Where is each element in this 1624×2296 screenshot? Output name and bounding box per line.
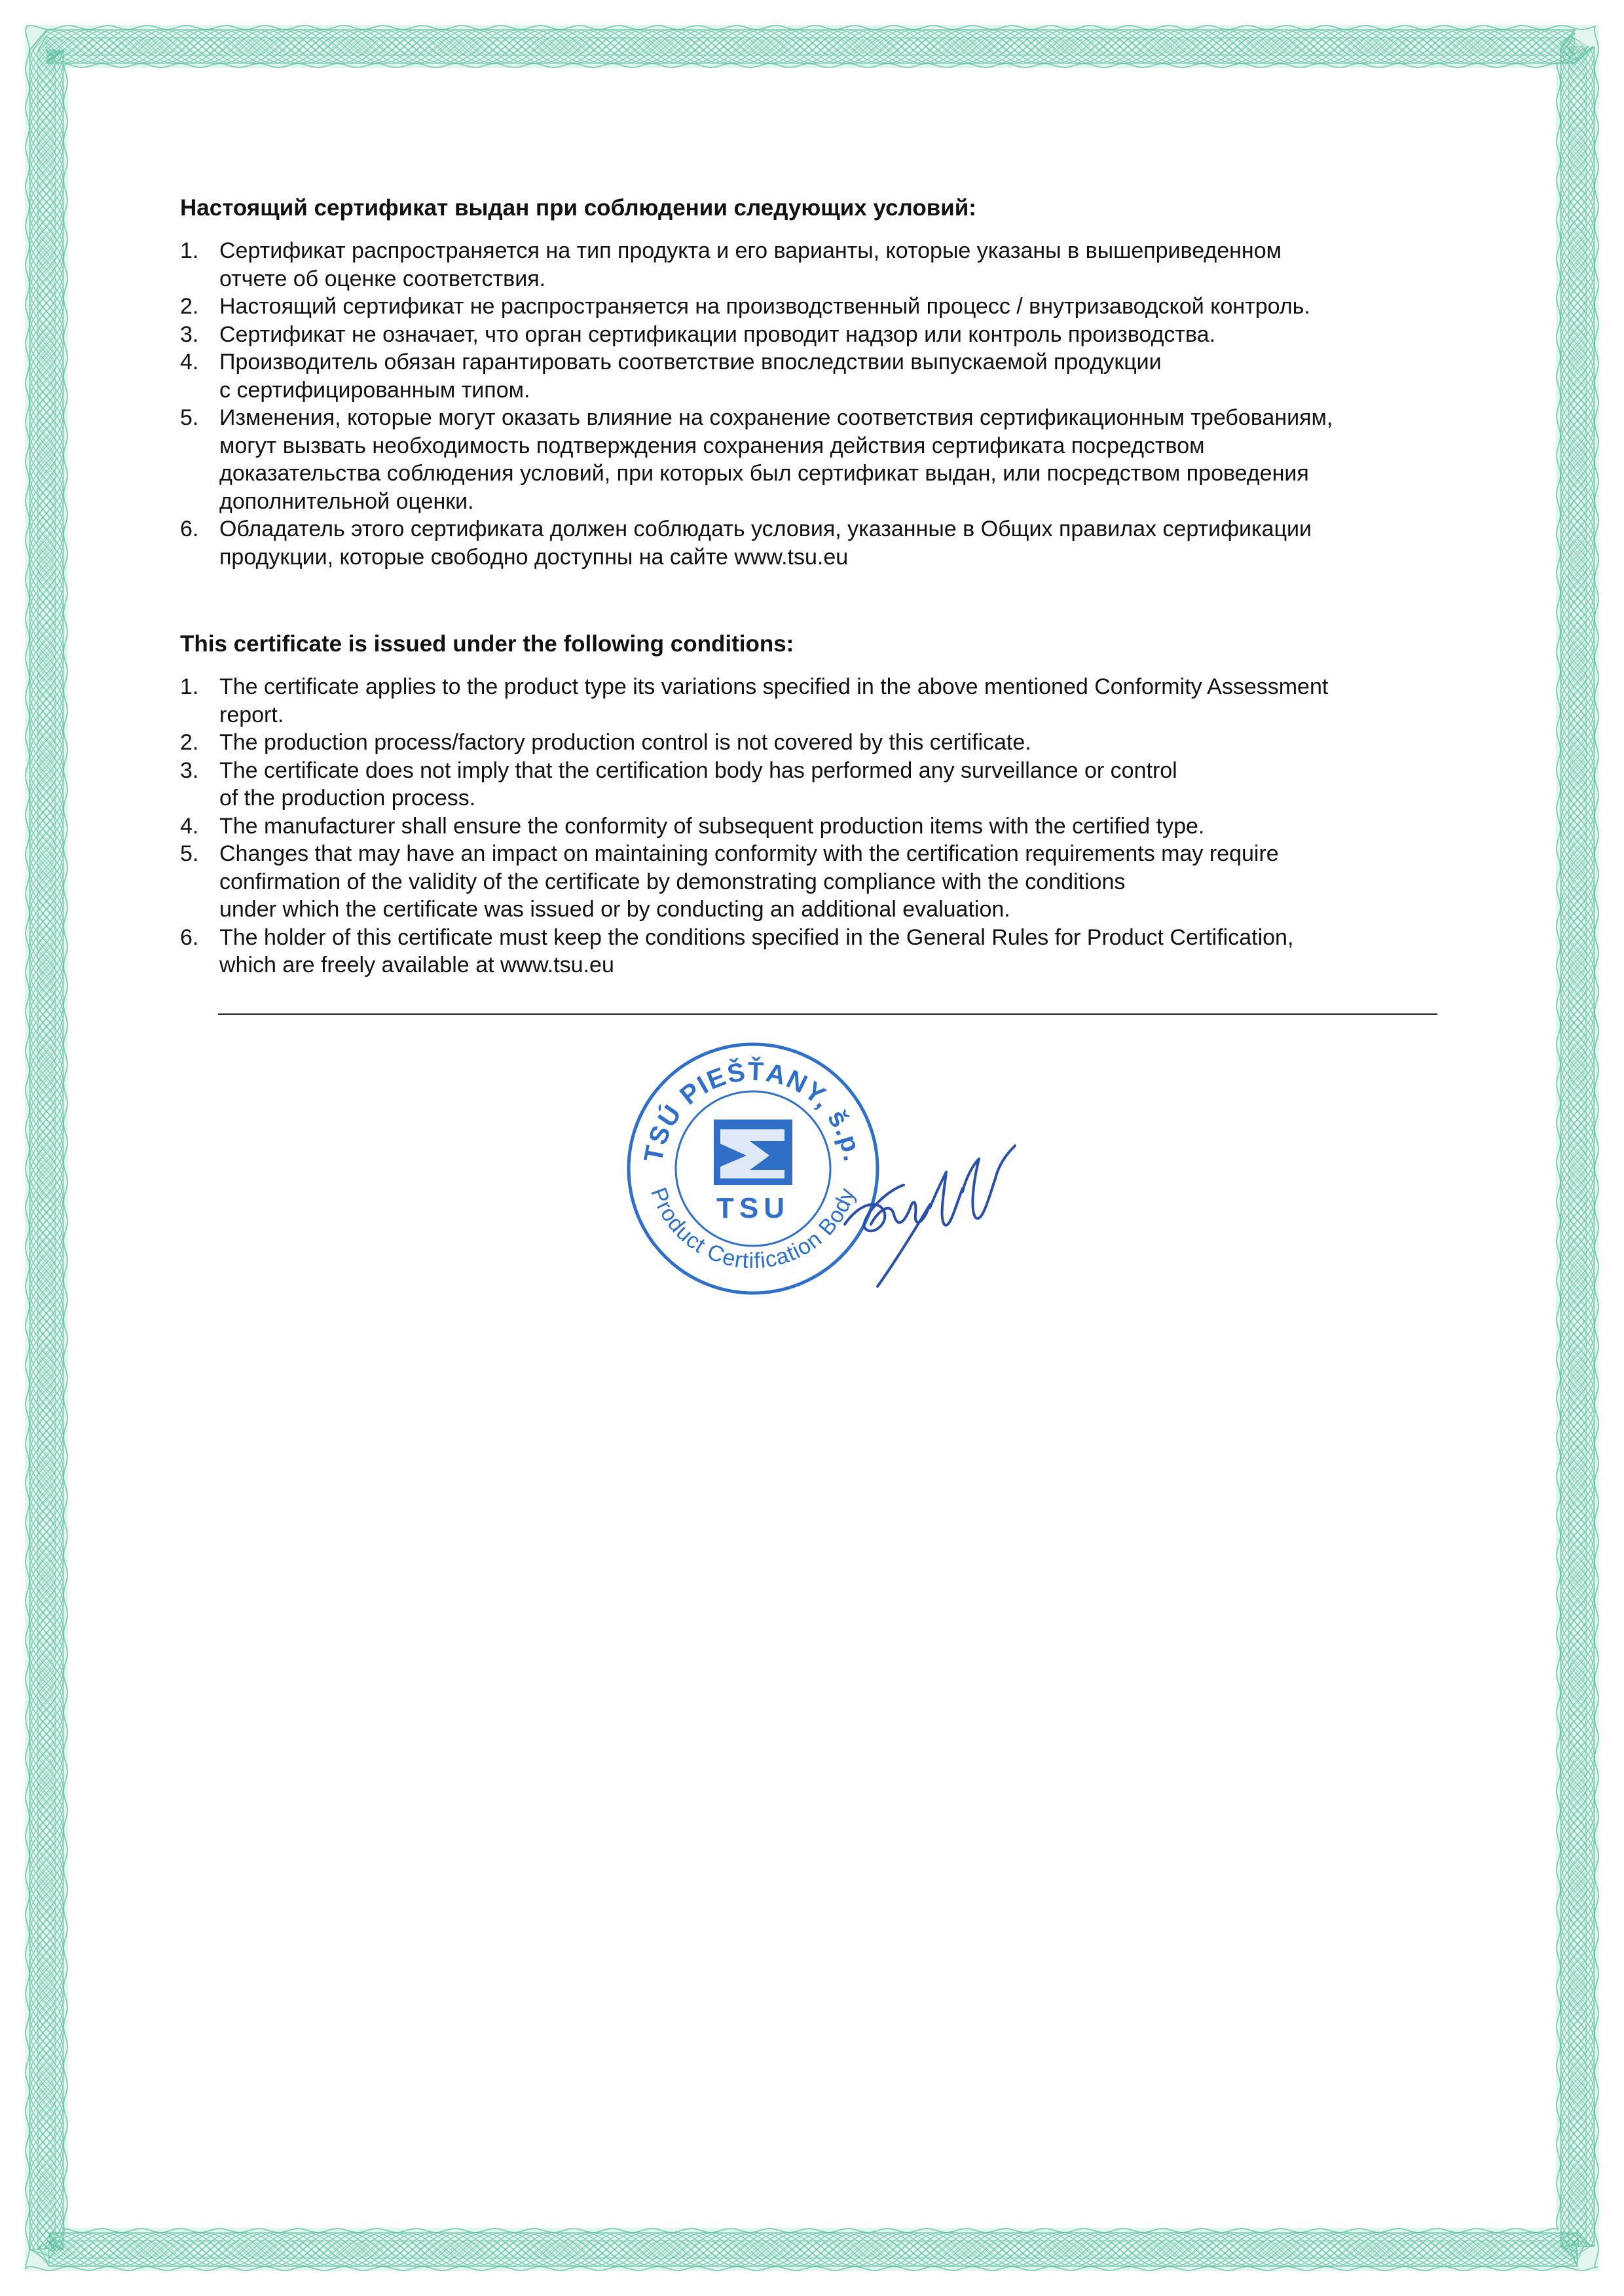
condition-number: 1.	[180, 674, 199, 699]
condition-number: 4.	[180, 813, 199, 839]
condition-number: 5.	[180, 841, 199, 866]
condition-line: The certificate applies to the product type its variations specified in the above mentioned Conformity Assessment	[219, 674, 1329, 699]
condition-line: The certificate does not imply that the certification body has performed any surveillance or control	[219, 757, 1177, 783]
condition-line: дополнительной оценки.	[219, 488, 474, 514]
condition-number: 6.	[180, 517, 199, 541]
condition-item	[180, 673, 1457, 729]
conditions-list-english	[180, 673, 1457, 979]
condition-number: 6.	[180, 924, 199, 950]
condition-line: продукции, которые свободно доступны на сайте www.tsu.eu	[219, 544, 849, 570]
condition-item	[180, 237, 1457, 293]
condition-line: Настоящий сертификат не распространяется на производственный процесс / внутризаводской контроль.	[219, 294, 1310, 319]
condition-item	[180, 924, 1457, 979]
condition-number: 3.	[180, 757, 199, 783]
condition-item	[180, 515, 1457, 571]
condition-number: 2.	[180, 294, 199, 319]
condition-item	[180, 757, 1457, 812]
condition-number: 4.	[180, 350, 199, 374]
condition-item	[180, 729, 1457, 757]
handwritten-signature	[832, 1126, 1028, 1296]
condition-line: доказательства соблюдения условий, при которых был сертификат выдан, или посредством проведения	[219, 461, 1309, 486]
condition-item	[180, 348, 1457, 404]
condition-line: The production process/factory production control is not covered by this certificate.	[219, 730, 1031, 755]
conditions-section-english	[180, 630, 1457, 979]
stamp-logo-text: TSU	[716, 1192, 790, 1224]
conditions-heading-english: This certificate is issued under the following conditions:	[180, 631, 794, 657]
condition-line: report.	[219, 702, 284, 727]
tsu-logo-icon	[714, 1120, 792, 1185]
conditions-heading-russian: Настоящий сертификат выдан при соблюдении следующих условий:	[180, 195, 976, 221]
condition-line: The manufacturer shall ensure the conformity of subsequent production items with the certified type.	[219, 813, 1205, 839]
condition-number: 3.	[180, 321, 199, 347]
condition-line: Сертификат не означает, что орган сертификации проводит надзор или контроль производства.	[219, 321, 1216, 347]
stamp-bottom-text: Product Certification Body	[646, 1184, 860, 1274]
condition-line: of the production process.	[219, 786, 476, 811]
condition-line: confirmation of the validity of the certificate by demonstrating compliance with the conditions	[219, 869, 1126, 894]
condition-line: Изменения, которые могут оказать влияние на сохранение соответствия сертификационным требованиям,	[219, 405, 1333, 430]
condition-number: 5.	[180, 405, 199, 430]
condition-item	[180, 293, 1457, 321]
condition-number: 1.	[180, 238, 199, 263]
condition-line: Производитель обязан гарантировать соответствие впоследствии выпускаемой продукции	[219, 350, 1162, 374]
condition-line: The holder of this certificate must keep the conditions specified in the General Rules for Product Certification,	[219, 924, 1294, 950]
condition-line: which are freely available at www.tsu.eu	[219, 953, 614, 977]
conditions-list-russian	[180, 237, 1457, 571]
condition-line: с сертифицированным типом.	[219, 377, 530, 403]
condition-line: могут вызвать необходимость подтверждения сохранения действия сертификата посредством	[219, 433, 1205, 458]
condition-line: Сертификат распространяется на тип продукта и его варианты, которые указаны в вышеприведенном	[219, 238, 1282, 263]
condition-number: 2.	[180, 730, 199, 755]
condition-line: Обладатель этого сертификата должен соблюдать условия, указанные в Общих правилах сертификации	[219, 517, 1312, 541]
condition-item	[180, 321, 1457, 349]
condition-line: отчете об оценке соответствия.	[219, 266, 546, 291]
condition-item	[180, 840, 1457, 924]
condition-line: under which the certificate was issued or by conducting an additional evaluation.	[219, 897, 1010, 922]
stamp-top-text: TSÚ PIEŠŤANY, š.p.	[638, 1057, 868, 1165]
signature-divider-line	[218, 1013, 1437, 1015]
condition-item	[180, 404, 1457, 515]
condition-line: Changes that may have an impact on maintaining conformity with the certification requirements may require	[219, 841, 1279, 866]
conditions-section-russian	[180, 194, 1457, 571]
condition-item	[180, 812, 1457, 841]
